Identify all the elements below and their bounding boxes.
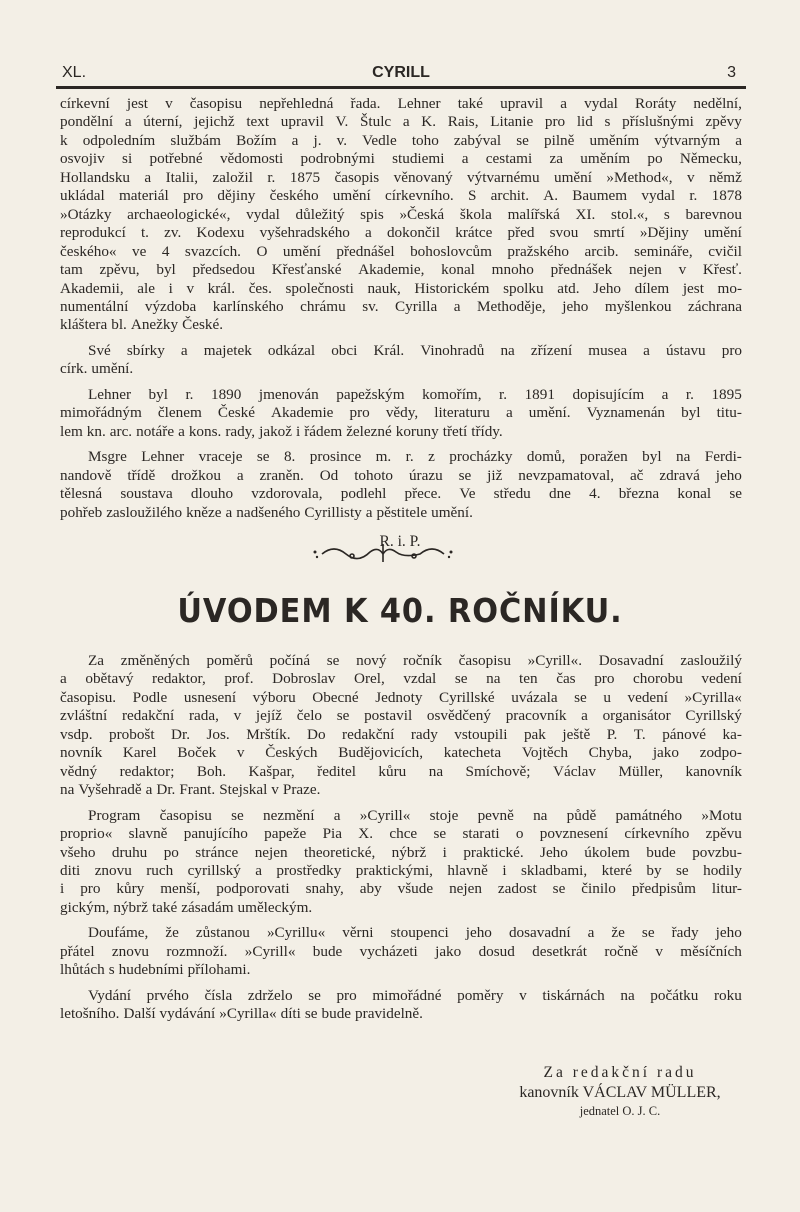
text-line: lem kn. arc. notáře a kons. rady, jakož i řádem železné koruny třetí třídy. — [60, 422, 503, 440]
text-line: diti znovu ruch cyrillský a prostředky praktickými, hlavně i skladbami, které by se hodily — [60, 861, 742, 879]
signature-name: kanovník VÁCLAV MÜLLER, — [519, 1084, 721, 1101]
text-line: círk. umění. — [60, 360, 134, 378]
obituary-text — [60, 95, 742, 529]
text-line: lhůtách s hudebními přílohami. — [60, 961, 251, 979]
text-line: Hollandsku a Italii, založil r. 1875 časopis věnovaný výtvarnému umění »Method«, v němž — [60, 168, 742, 186]
running-header — [58, 62, 744, 88]
header-rule — [56, 86, 746, 89]
text-line: vsdp. probošt Dr. Jos. Mrštík. Do redakční rady vstoupili pak ještě P. T. pánové ka- — [60, 725, 742, 743]
text-line: Za změněných poměrů počíná se nový ročník časopisu »Cyrill«. Dosavadní zasloužilý — [88, 652, 742, 669]
paragraph — [60, 652, 742, 800]
text-line: numentální výzdoba karlínského chrámu sv. Cyrilla a Methoděje, jeho myšlenkou záchrana — [60, 297, 742, 315]
paragraph — [60, 342, 742, 379]
paragraph — [60, 924, 742, 979]
text-line: k odpoledním službám Božím a j. v. Vedle toho zabýval se pilně uměním výtvarným a — [60, 131, 742, 149]
text-line: reprodukcí t. zv. Kodexu vyšehradského a dokončil krátce před svou smrtí »Dějiny umění — [60, 224, 742, 242]
text-line: novník Karel Boček v Českých Budějovicích, katecheta Vojtěch Chyba, jako zodpo- — [60, 744, 742, 762]
text-line: tělesná soustava dlouho vzdorovala, podlehl přece. Ve středu dne 4. března konal se — [60, 485, 742, 503]
volume-number: XL. — [62, 64, 87, 81]
text-line: na Vyšehradě a Dr. Frant. Stejskal v Praze. — [60, 781, 321, 799]
paragraph — [60, 95, 742, 335]
text-line: i pro kůry menší, podporovati snahy, aby všude nejen zadost se činilo předpisům litur- — [60, 880, 742, 898]
text-line: kláštera bl. Anežky České. — [60, 316, 224, 334]
paragraph — [60, 987, 742, 1024]
article-text — [60, 652, 742, 1031]
text-line: a obětavý redaktor, prof. Dobroslav Orel, vzdal se na ten čas pro chorobu vedení — [60, 670, 742, 688]
text-line: »Otázky archaeologické«, vydal důležitý spis »Česká škola malířská XI. stol.«, s barevnou — [60, 205, 742, 223]
text-line: všeho druhu po stránce nejen theoretické, nýbrž i praktické. Jeho úkolem bude povzbu- — [60, 843, 742, 861]
text-line: církevní jest v časopisu nepřehledná řada. Lehner také upravil a vydal Roráty nedělní, — [60, 95, 742, 112]
closing-rip: R. i. P. — [379, 533, 421, 550]
text-line: tam zpěvu, byl předsedou Křesťanské Akademie, konal mnoho přednášek nejen v Křesť. — [60, 261, 742, 279]
text-line: Doufáme, že zůstanou »Cyrillu« věrni stoupenci jeho dosavadní a že se řady jeho — [88, 924, 742, 942]
text-line: vědný redaktor; Boh. Kašpar, ředitel kůru na Smíchově; Václav Müller, kanovník — [60, 762, 742, 780]
paragraph — [60, 807, 742, 918]
page-number: 3 — [727, 64, 736, 81]
text-line: pohřeb zasloužilého kněze a nadšeného Cyrillisty a pěstitele umění. — [60, 503, 473, 521]
text-line: Msgre Lehner vraceje se 8. prosince m. r. z procházky domů, poražen byl na Ferdi- — [88, 448, 742, 466]
text-line: časopisu. Podle usnesení výboru Obecné Jednoty Cyrillské uvázala se u vedení »Cyrilla« — [60, 688, 742, 706]
text-line: českého« ve 4 svazcích. O umění přednášel bohoslovcům pražského arcib. semináře, cvičil — [60, 242, 742, 260]
text-line: proprio« slavně panujícího papeže Pia X. chce se starati o povznesení církevního zpěvu — [60, 825, 742, 843]
text-line: přátel znovu rozmnoží. »Cyrill« bude vycházeti jako dosud desetkrát ročně v měsíčních — [60, 942, 742, 960]
paragraph — [60, 386, 742, 441]
text-line: Své sbírky a majetek odkázal obci Král. Vinohradů na zřízení musea a ústavu pro — [88, 341, 742, 359]
paragraph — [60, 448, 742, 522]
text-line: Akademii, ale i v král. čes. společnosti nauk, Historickém spolku atd. Jeho dílem jest mo- — [60, 279, 742, 297]
text-line: letošního. Další vydávání »Cyrilla« díti se bude pravidelně. — [60, 1005, 423, 1023]
text-line: nandově třídě drožkou a zraněn. Od tohoto úrazu se již nevzpamatoval, ač zdravá jeho — [60, 466, 742, 484]
ornament-divider-icon — [312, 540, 454, 564]
text-line: Lehner byl r. 1890 jmenován papežským komořím, r. 1891 dopisujícím a r. 1895 — [88, 385, 742, 403]
journal-name: CYRILL — [372, 64, 430, 81]
text-line: osvojiv si potřebné vědomosti podrobnými studiemi a cestami za uměním po Německu, — [60, 150, 742, 168]
text-line: Vydání prvého čísla zdrželo se pro mimořádné poměry v tiskárnách na počátku roku — [88, 986, 742, 1004]
signature-line-1: Za redakční radu — [543, 1064, 697, 1081]
signature-role: jednatel O. J. C. — [579, 1104, 661, 1118]
text-line: Program časopisu se nezmění a »Cyrill« stoje pevně na půdě památného »Motu — [88, 806, 742, 824]
article-title: ÚVODEM K 40. ROČNÍKU. — [177, 591, 623, 630]
text-line: mimořádným členem České Akademie pro vědy, literaturu a umění. Vyznamenán byl titu- — [60, 404, 742, 422]
text-line: ukládal materiál pro dějiny českého umění církevního. S archit. A. Baumem vydal r. 1878 — [60, 187, 742, 205]
text-line: gickým, nýbrž také zásadám uměleckým. — [60, 898, 313, 916]
text-line: zvláštní redakční rada, v jejíž čelo se postavil osvědčený pracovník a organisátor Cyrillský — [60, 707, 742, 725]
text-line: pondělní a úterní, jejichž text upravil V. Štulc a K. Rais, Litanie pro lid s příslušnými zpěvy — [60, 113, 742, 131]
